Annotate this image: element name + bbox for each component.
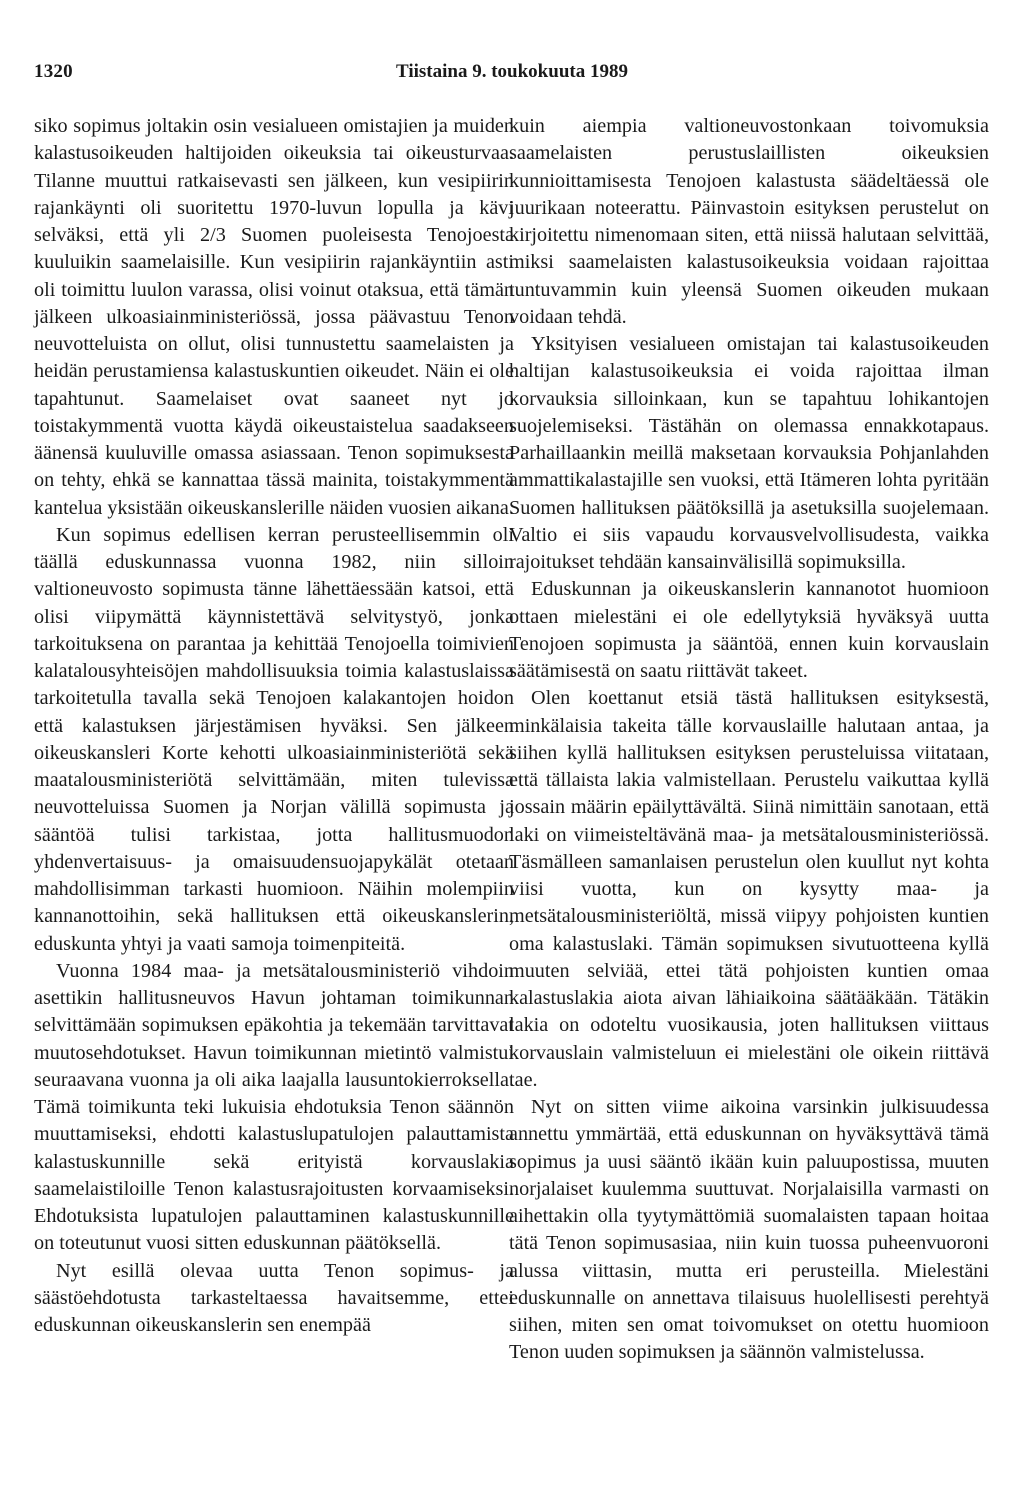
paragraph: Eduskunnan ja oikeuskanslerin kannanotot huomioon ottaen mielestäni ei ole edellytyksiä hyväksyä uutta Tenojoen sopimusta ja sääntöä, ennen kuin korvauslain säätämisestä on saatu riittävät takeet.: [509, 578, 989, 682]
paragraph: Yksityisen vesialueen omistajan tai kalastusoikeuden haltijan kalastusoikeuksia ei voida rajoittaa ilman korvauksia silloinkaan, kun se tapahtuu lohikantojen suojelemiseksi. Tästähän on olemassa ennakkotapaus. Parhaillaankin meillä maksetaan korvauksia Pohjanlahden ammattikalastajille sen vuoksi, että Itämeren lohta pyritään Suomen hallituksen päätöksillä ja asetuksilla suojelemaan. Valtio ei siis vapaudu korvausvelvollisudesta, vaikka rajoitukset tehdään kansainvälisillä sopimuksilla.: [509, 333, 989, 573]
paragraph: Kun sopimus edellisen kerran perusteellisemmin oli täällä eduskunnassa vuonna 1982, niin silloin valtioneuvosto sopimusta tänne lähettäessään katsoi, että olisi viipymättä käynnistettävä selvitystyö, jonka tarkoituksena on parantaa ja kehittää Tenojoella toimivien kalatalousyhteisöjen mahdollisuuksia toimia kalastuslaissa tarkoitetulla tavalla sekä Tenojoen kalakantojen hoidon että kalastuksen järjestämisen hyväksi. Sen jälkeen oikeuskansleri Korte kehotti ulkoasiainministeriötä sekä maatalousministeriötä selvittämään, miten tulevissa neuvotteluissa Suomen ja Norjan välillä sopimusta ja sääntöä tulisi tarkistaa, jotta hallitusmuodon yhdenvertaisuus- ja omaisuudensuojapykälät otetaan mahdollisimman tarkasti huomioon. Näihin molempiin kannanottoihin, sekä hallituksen että oikeuskanslerin, eduskunta yhtyi ja vaati samoja toimenpiteitä.: [34, 523, 514, 955]
page-number: 1320: [34, 61, 73, 82]
paragraph: kuin aiempia valtioneuvostonkaan toivomuksia saamelaisten perustuslaillisten oikeuksien kunnioittamisesta Tenojoen kalastusta säädeltäessä ole juurikaan noteerattu. Päinvastoin esityksen perustelut on kirjoitettu nimenomaan siten, että niissä halutaan selvittää, miksi saamelaisten kalastusoikeuksia voidaan rajoittaa tuntuvammin kuin yleensä Suomen oikeuden mukaan voidaan tehdä.: [509, 115, 989, 328]
paragraph: Nyt on sitten viime aikoina varsinkin julkisuudessa annettu ymmärtää, että eduskunnan on hyväksyttävä tämä sopimus ja uusi sääntö ikään kuin paluupostissa, muuten norjalaiset kuulemma suuttuvat. Norjalaisilla varmasti on aihettakin olla tyytymättömiä suomalaisten tapaan hoitaa tätä Tenon sopimusasiaa, niin kuin tuossa puheenvuoroni alussa viittasin, mutta eri perusteilla. Mielestäni eduskunnalle on annettava tilaisuus huolellisesti perehtyä siihen, miten sen omat toivomukset on otettu huomioon Tenon uuden sopimuksen ja säännön valmistelussa.: [509, 1096, 989, 1364]
paragraph: Nyt esillä olevaa uutta Tenon sopimus- ja säästöehdotusta tarkasteltaessa havaitsemme, ettei eduskunnan oikeuskanslerin sen enempää: [34, 1259, 514, 1336]
left-column: [34, 113, 514, 1339]
paragraph: Olen koettanut etsiä tästä hallituksen esityksestä, minkälaisia takeita tälle korvauslaille halutaan antaa, ja siihen kyllä hallituksen esityksen perusteluissa viitataan, että tällaista lakia valmistellaan. Perustelu vaikuttaa kyllä jossain määrin epäilyttävältä. Siinä nimittäin sanotaan, että laki on viimeisteltävänä maa- ja metsätalousministeriössä. Täsmälleen samanlaisen perustelun olen kuullut nyt kohta viisi vuotta, kun on kysytty maa- ja metsätalousministeriöltä, missä viipyy pohjoisten kuntien oma kalastuslaki. Tämän sopimuksen sivutuotteena kyllä muuten selviää, ettei tätä pohjoisten kuntien omaa kalastuslakia aiota aivan lähiaikoina säätääkään. Tätäkin lakia on odoteltu vuosikausia, joten hallituksen viittaus korvauslain valmisteluun ei mielestäni ole oikein riittävä tae.: [509, 687, 989, 1091]
running-title: Tiistaina 9. toukokuuta 1989: [396, 61, 628, 82]
page-header: [0, 61, 1024, 87]
right-column: [509, 113, 989, 1367]
paragraph: Vuonna 1984 maa- ja metsätalousministeriö vihdoin asettikin hallitusneuvos Havun johtaman toimikunnan selvittämään sopimuksen epäkohtia ja tekemään tarvittavat muutosehdotukset. Havun toimikunnan mietintö valmistui seuraavana vuonna ja oli aika laajalla lausuntokierroksella. Tämä toimikunta teki lukuisia ehdotuksia Tenon säännön muuttamiseksi, ehdotti kalastuslupatulojen palauttamista kalastuskunnille sekä erityistä korvauslakia saamelaistiloille Tenon kalastusrajoitusten korvaamiseksi. Ehdotuksista lupatulojen palauttaminen kalastuskunnille on toteutunut vuosi sitten eduskunnan päätöksellä.: [34, 959, 514, 1255]
paragraph: siko sopimus joltakin osin vesialueen omistajien ja muiden kalastusoikeuden haltijoiden oikeuksia tai oikeusturvaa. Tilanne muuttui ratkaisevasti sen jälkeen, kun vesipiirin rajankäynti oli suoritettu 1970-luvun lopulla ja kävi selväksi, että yli 2/3 Suomen puoleisesta Tenojoesta kuuluikin saamelaisille. Kun vesipiirin rajankäyntiin asti oli toimittu luulon varassa, olisi voinut otaksua, että tämän jälkeen ulkoasiainministeriössä, jossa päävastuu Tenon neuvotteluista on ollut, olisi tunnustettu saamelaisten ja heidän perustamiensa kalastuskuntien oikeudet. Näin ei ole tapahtunut. Saamelaiset ovat saaneet nyt jo toistakymmentä vuotta käydä oikeustaistelua saadakseen äänensä kuuluville omassa asiassaan. Tenon sopimuksesta on tehty, ehkä se kannattaa tässä mainita, toistakymmentä kantelua yksistään oikeuskanslerille näiden vuosien aikana.: [34, 115, 514, 519]
